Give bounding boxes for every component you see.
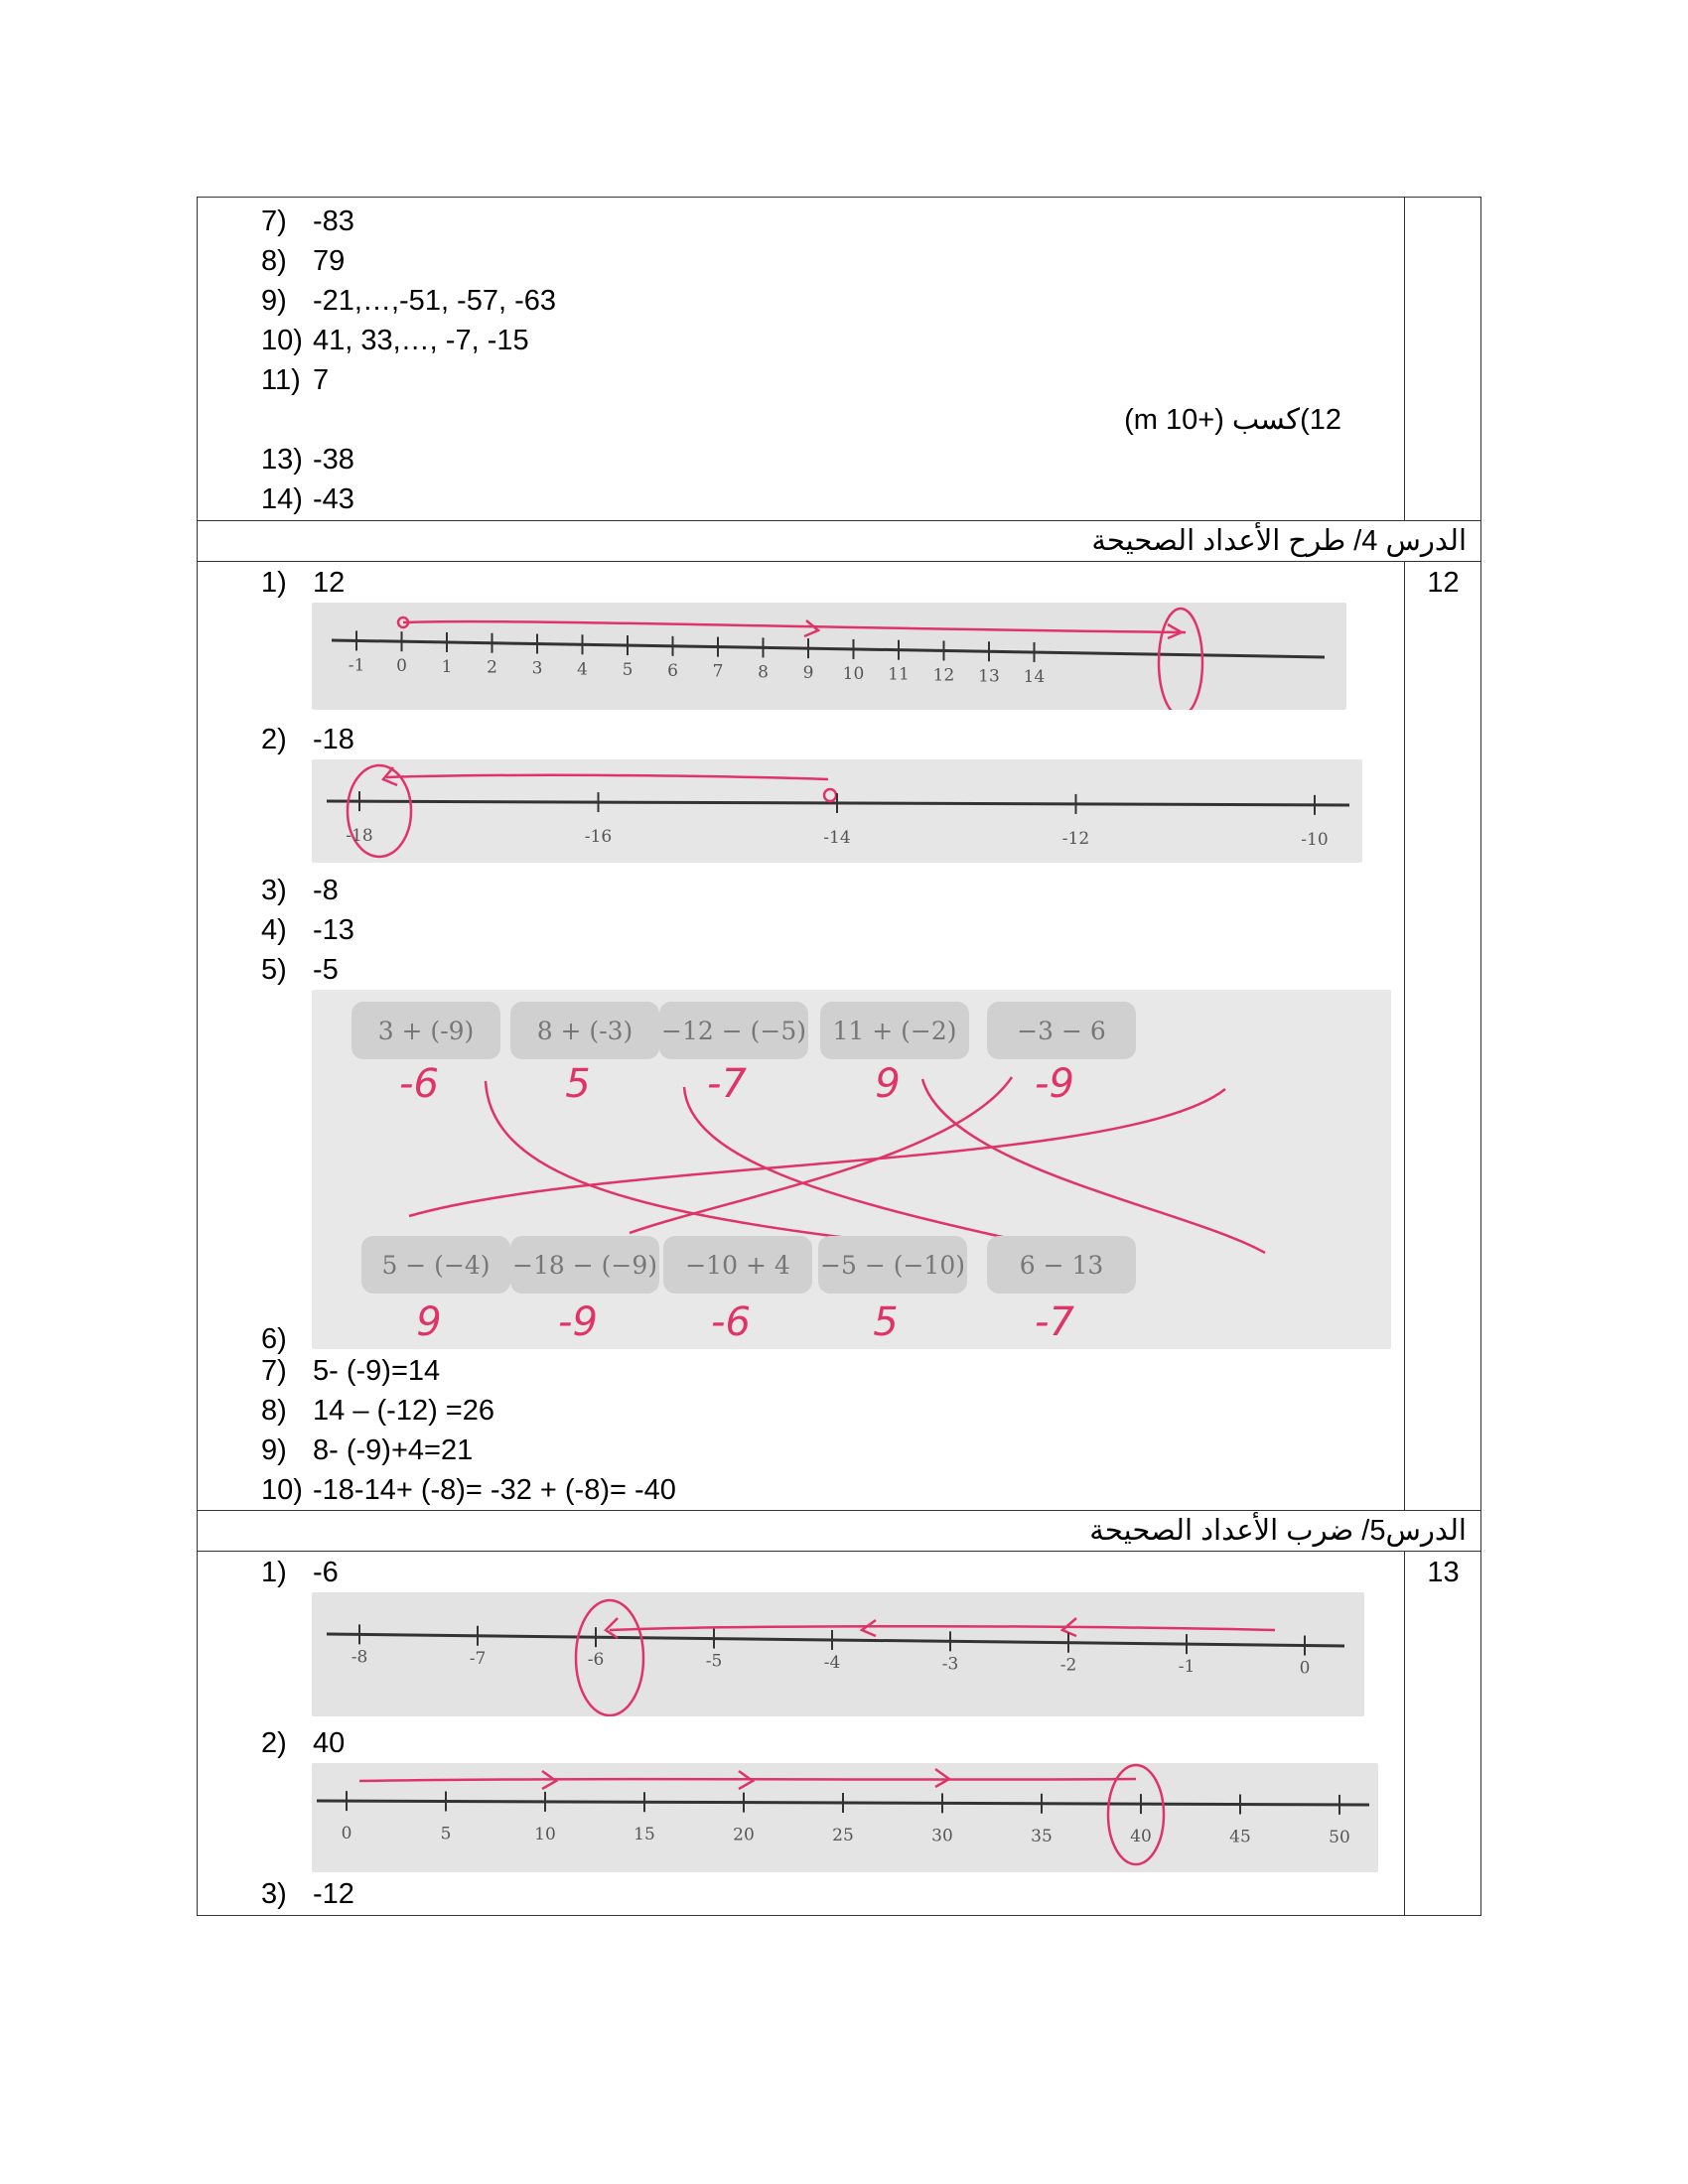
- tick-label: 15: [633, 1825, 655, 1845]
- l4-answer-5: 5) -5: [261, 954, 339, 986]
- tick-label: -3: [941, 1654, 959, 1675]
- tick-label: 12: [932, 665, 955, 686]
- jump-arrow: [403, 621, 1186, 632]
- column-divider: [1404, 1551, 1405, 1916]
- tick-label: -7: [469, 1648, 487, 1669]
- tick-label: 0: [1299, 1658, 1311, 1679]
- expression-text: −10 + 4: [685, 1251, 790, 1280]
- handwritten-answer: 5: [565, 1061, 591, 1107]
- expression-text: 6 − 13: [1019, 1251, 1104, 1280]
- tick-label: -16: [584, 827, 613, 848]
- tick-label: 4: [577, 659, 588, 680]
- column-divider: [1404, 198, 1405, 520]
- axis-line: [332, 640, 1325, 657]
- tick-label: 3: [531, 658, 543, 679]
- tick-label: -10: [1301, 829, 1329, 850]
- tick-label: -18: [346, 826, 373, 847]
- axis-line: [327, 1634, 1344, 1646]
- tick-label: 2: [487, 657, 497, 678]
- tick-label: 50: [1329, 1827, 1350, 1847]
- expression-text: 11 + (−2): [832, 1017, 957, 1045]
- tick-label: 14: [1023, 667, 1046, 688]
- jump-arrow: [610, 1626, 1275, 1630]
- number-line-photo-1: [312, 603, 1346, 710]
- answer-13: 13) -38: [261, 444, 354, 476]
- tick-label: 5: [440, 1824, 452, 1844]
- answer-circle: [1159, 609, 1202, 710]
- arrowhead: [606, 1618, 618, 1638]
- answer-8: 8) 79: [261, 245, 346, 277]
- tick-label: -2: [1059, 1655, 1077, 1676]
- tick-label: 6: [667, 660, 678, 681]
- tick-label: 7: [712, 661, 724, 682]
- number-line-photo-3: [312, 1592, 1364, 1716]
- handwritten-answer: -7: [1035, 1299, 1074, 1345]
- tick-label: -1: [1178, 1657, 1196, 1678]
- answer-10: 10) 41, 33,…, -7, -15: [261, 325, 529, 356]
- tick-label: 13: [978, 666, 1000, 687]
- tick-label: -1: [348, 655, 365, 676]
- tick-label: -4: [823, 1652, 841, 1673]
- l4-answer-7: 7) 5- (-9)=14: [261, 1355, 441, 1387]
- answer-7: 7) -83: [261, 205, 354, 237]
- tick-label: 5: [622, 660, 633, 681]
- answer-12: 12)كسب (+10 m): [1124, 404, 1341, 436]
- handwritten-answer: 9: [875, 1061, 901, 1107]
- answer-circle: [576, 1600, 643, 1715]
- expression-text: 5 − (−4): [381, 1251, 491, 1280]
- answer-11: 11) 7: [261, 364, 330, 396]
- lesson5-page-number: 13: [1427, 1557, 1460, 1588]
- l4-answer-2: 2) -18: [261, 724, 354, 755]
- match-line: [409, 1089, 1225, 1216]
- tick-label: 45: [1229, 1827, 1251, 1847]
- tick-label: 10: [842, 663, 865, 684]
- l4-answer-3: 3) -8: [261, 875, 339, 906]
- l4-answer-9: 9) 8- (-9)+4=21: [261, 1434, 474, 1466]
- tick-label: 10: [534, 1824, 556, 1844]
- lesson4-page-number: 12: [1427, 567, 1460, 599]
- tick-label: 0: [341, 1824, 352, 1844]
- number-line-photo-4: [312, 1763, 1378, 1872]
- number-line-photo-2: [312, 759, 1362, 863]
- tick-label: 9: [802, 663, 814, 684]
- handwritten-answer: -9: [1035, 1061, 1074, 1107]
- tick-label: 11: [888, 664, 910, 685]
- arrowhead: [935, 1769, 949, 1787]
- tick-label: 20: [733, 1825, 755, 1845]
- tick-label: 30: [931, 1826, 953, 1846]
- l5-answer-1: 1) -6: [261, 1557, 339, 1588]
- l4-answer-8: 8) 14 – (-12) =26: [261, 1395, 494, 1427]
- start-mark: [824, 789, 836, 801]
- tick-label: 1: [441, 656, 453, 677]
- handwritten-answer: 5: [873, 1299, 899, 1345]
- match-line: [922, 1079, 1265, 1253]
- handwritten-answer: -9: [558, 1299, 598, 1345]
- tick-label: 25: [832, 1826, 854, 1845]
- row-divider: [198, 561, 1480, 562]
- tick-label: 35: [1031, 1826, 1053, 1846]
- lesson4-title: الدرس 4/ طرح الأعداد الصحيحة: [1091, 525, 1467, 557]
- l4-answer-1: 1) 12: [261, 567, 346, 599]
- match-line: [486, 1081, 848, 1238]
- expression-text: −3 − 6: [1017, 1017, 1106, 1045]
- tick-label: -14: [823, 827, 851, 848]
- answer-9: 9) -21,…,-51, -57, -63: [261, 285, 556, 317]
- l4-answer-6: 6): [261, 1323, 287, 1355]
- l4-answer-10: 10) -18-14+ (-8)= -32 + (-8)= -40: [261, 1474, 676, 1506]
- tick-label: 40: [1130, 1827, 1152, 1847]
- arrowhead: [862, 1620, 876, 1636]
- answer-table: [197, 197, 1481, 1916]
- handwritten-answer: 9: [416, 1299, 442, 1345]
- handwritten-answer: -6: [711, 1299, 751, 1345]
- expression-text: −18 − (−9): [512, 1251, 657, 1280]
- l5-answer-2: 2) 40: [261, 1727, 346, 1759]
- tick-label: -6: [587, 1650, 605, 1671]
- tick-label: -5: [705, 1651, 723, 1672]
- expression-text: −5 − (−10): [820, 1251, 965, 1280]
- l4-answer-4: 4) -13: [261, 914, 354, 946]
- expression-text: 3 + (-9): [377, 1017, 475, 1045]
- tick-label: 8: [758, 662, 769, 683]
- tick-label: -12: [1061, 828, 1090, 849]
- column-divider: [1404, 561, 1405, 1510]
- row-divider: [198, 1551, 1480, 1552]
- matching-photo: [312, 990, 1391, 1349]
- expression-text: −12 − (−5): [661, 1017, 806, 1045]
- expression-text: 8 + (-3): [536, 1017, 633, 1045]
- l5-answer-3: 3) -12: [261, 1878, 354, 1910]
- lesson5-title: الدرس5/ ضرب الأعداد الصحيحة: [1089, 1515, 1467, 1547]
- handwritten-answer: -6: [399, 1061, 439, 1107]
- arrowhead: [804, 620, 818, 636]
- jump-arrow: [386, 775, 828, 779]
- tick-label: 0: [396, 656, 407, 677]
- answer-14: 14) -43: [261, 483, 354, 515]
- jump-arrow: [359, 1779, 1136, 1781]
- handwritten-answer: -7: [707, 1061, 747, 1107]
- tick-label: -8: [351, 1647, 368, 1668]
